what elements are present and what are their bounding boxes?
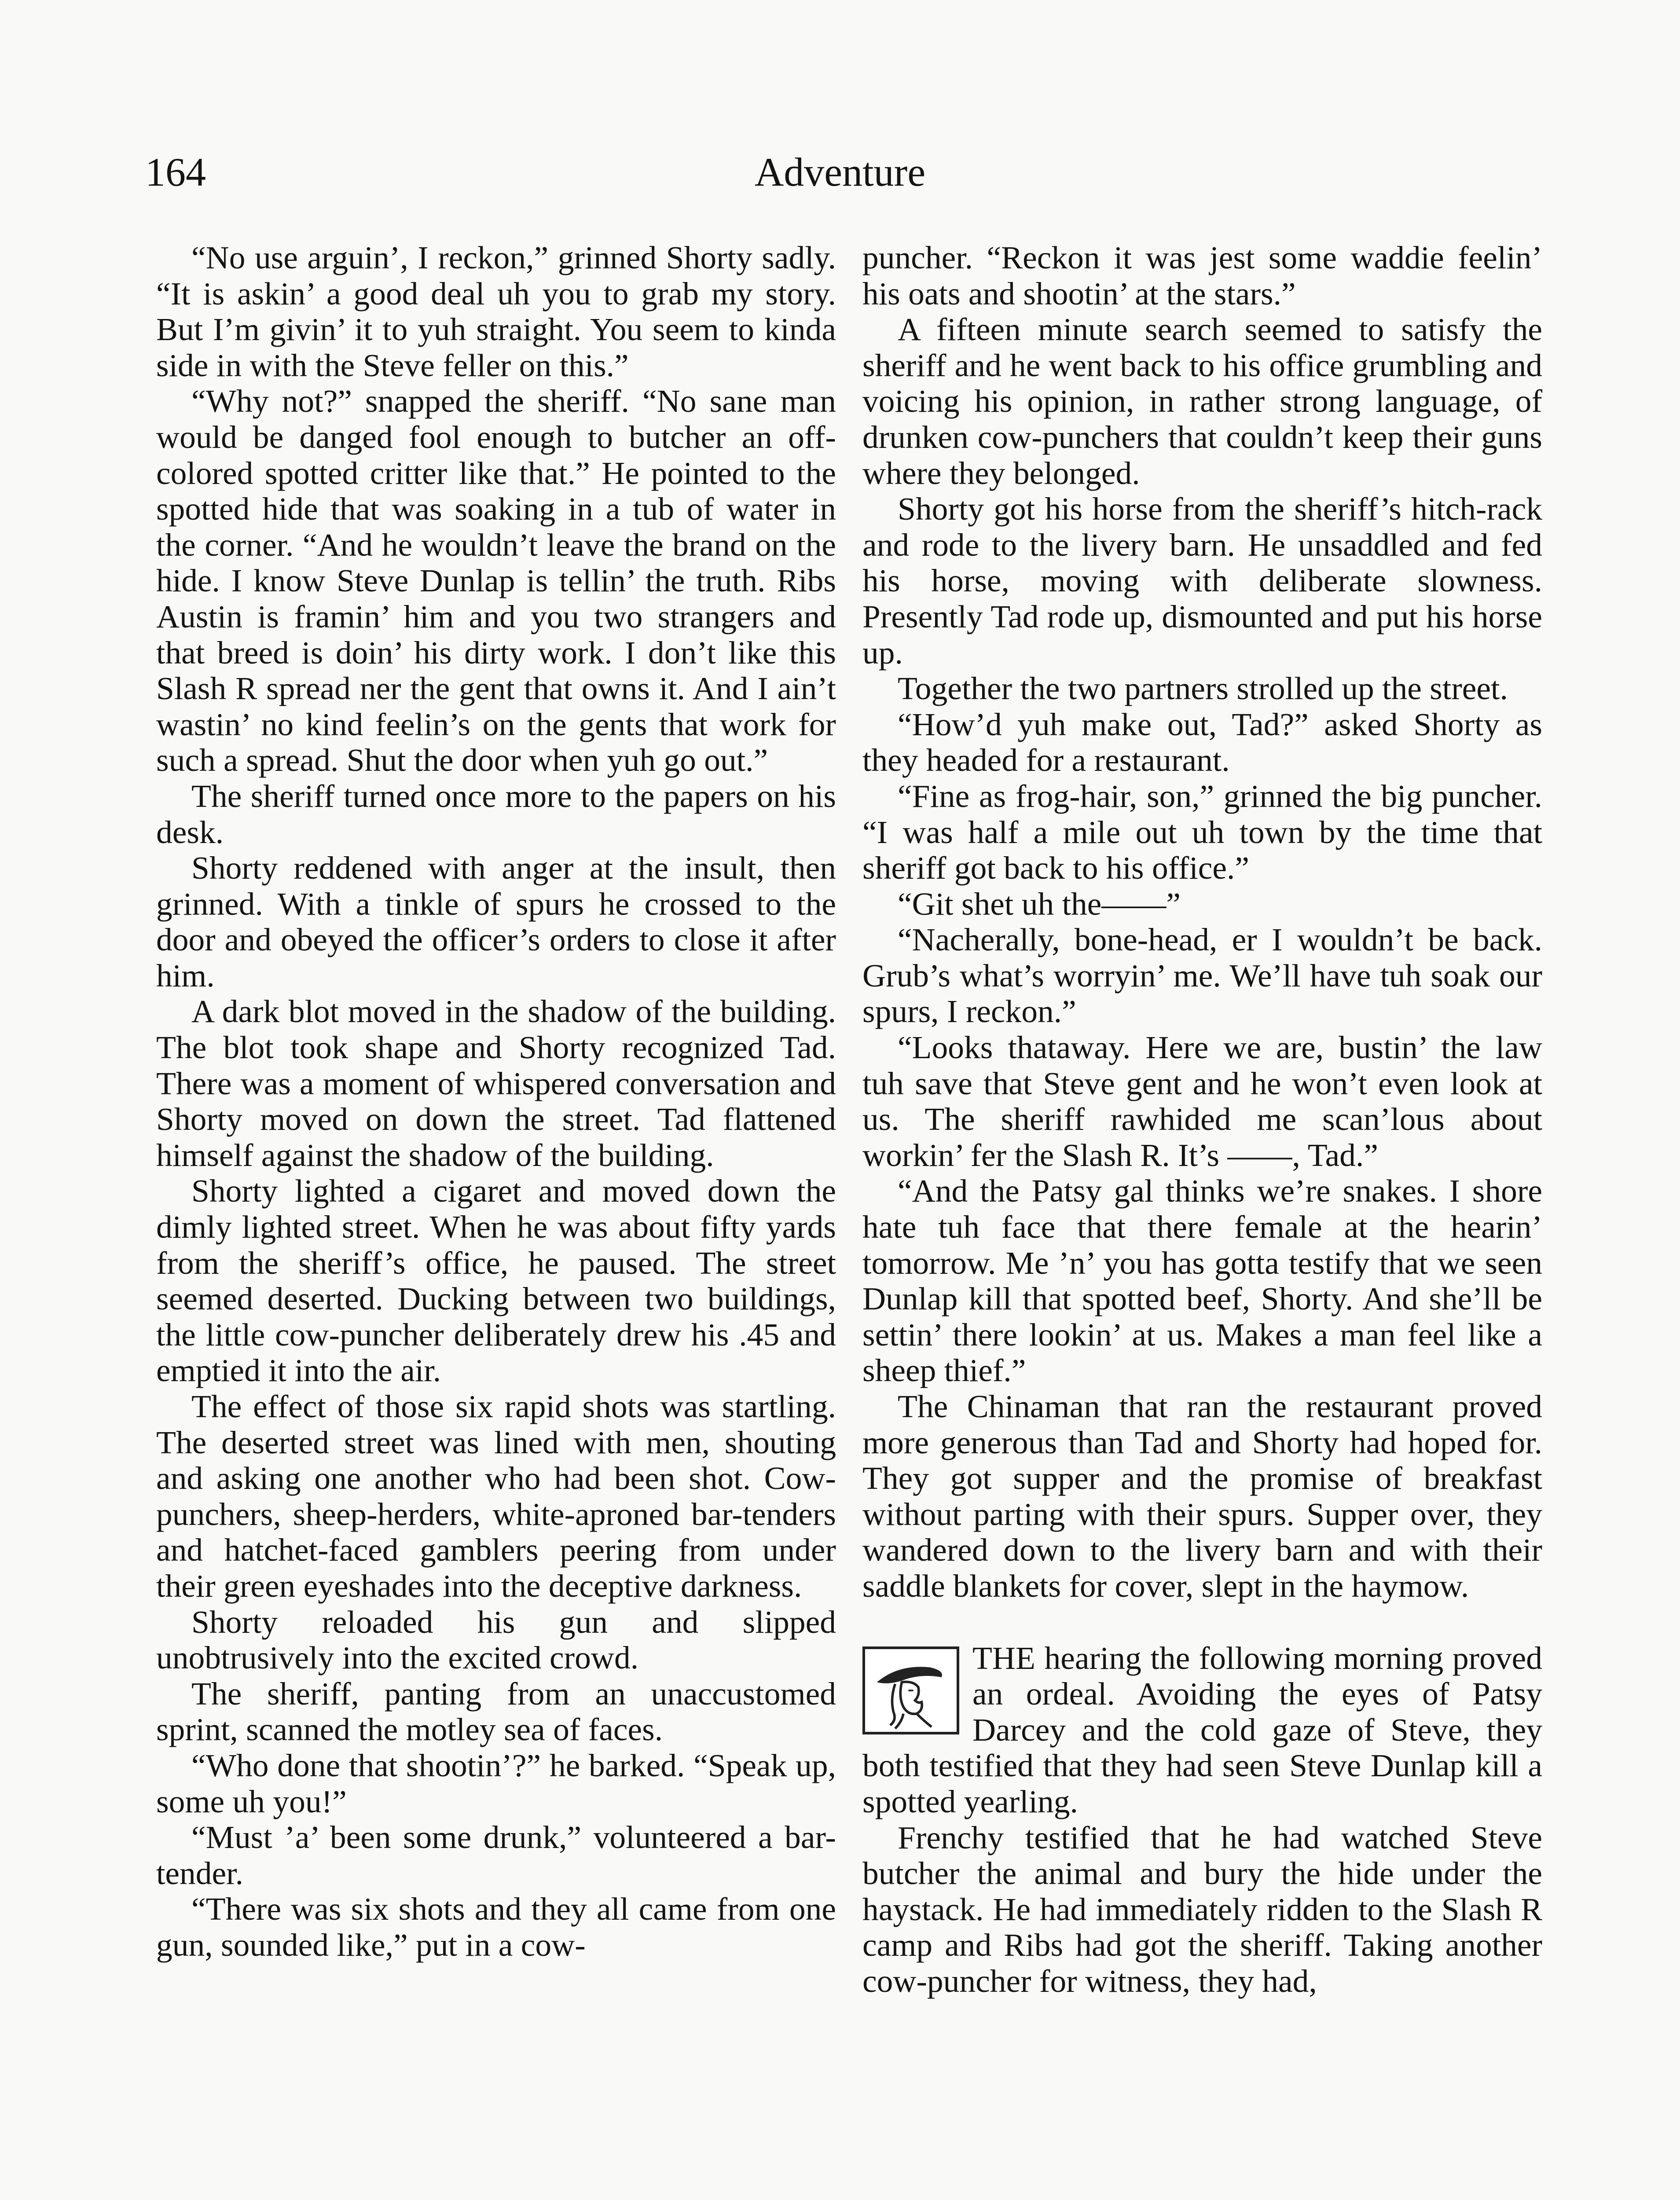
cowgirl-portrait-icon [862, 1646, 959, 1734]
paragraph: The Chinaman that ran the restaurant proved more generous than Tad and Shorty had hoped for. They got supper and the promise of breakfast without parting with their spurs. Supper over, they wandered down to the livery barn and with their saddle blankets for cover, slept in the haymow. [862, 1389, 1542, 1604]
paragraph: “Who done that shootin’?” he barked. “Speak up, some uh you!” [156, 1747, 836, 1819]
paragraph: “And the Patsy gal thinks we’re snakes. I shore hate tuh face that there female at the hearin’ tomorrow. Me ’n’ you has gotta testify that we seen Dunlap kill that spotted beef, Shorty. And she’ll be settin’ there lookin’ at us. Makes a man feel like a sheep thief.” [862, 1173, 1542, 1389]
left-column [156, 240, 836, 1963]
paragraph: “Nacherally, bone-head, er I wouldn’t be back. Grub’s what’s worryin’ me. We’ll have tuh soak our spurs, I reckon.” [862, 922, 1542, 1030]
paragraph: “How’d yuh make out, Tad?” asked Shorty as they headed for a restaurant. [862, 706, 1542, 778]
paragraph: A dark blot moved in the shadow of the building. The blot took shape and Shorty recognized Tad. There was a moment of whispered conversation and Shorty moved on down the street. Tad flattened himself against the shadow of the building. [156, 994, 836, 1173]
paragraph: Shorty lighted a cigaret and moved down the dimly lighted street. When he was about fifty yards from the sheriff’s office, he paused. The street seemed deserted. Ducking between two buildings, the little cow-puncher deliberately drew his .45 and emptied it into the air. [156, 1173, 836, 1389]
paragraph: Frenchy testified that he had watched Steve butcher the animal and bury the hide under the haystack. He had immediately ridden to the Slash R camp and Ribs had got the sheriff. Taking another cow-puncher for witness, they had, [862, 1819, 1542, 1999]
section-break [862, 1604, 1542, 1640]
running-head: Adventure [754, 150, 926, 194]
paragraph: A fifteen minute search seemed to satisfy the sheriff and he went back to his office grumbling and voicing his opinion, in rather strong language, of drunken cow-punchers that couldn’t keep their guns where they belonged. [862, 312, 1542, 491]
paragraph: “No use arguin’, I reckon,” grinned Shorty sadly. “It is askin’ a good deal uh you to grab my story. But I’m givin’ it to yuh straight. You seem to kinda side in with the Steve feller on this.” [156, 240, 836, 383]
paragraph: “Why not?” snapped the sheriff. “No sane man would be danged fool enough to butcher an off-colored spotted critter like that.” He pointed to the spotted hide that was soaking in a tub of water in the corner. “And he wouldn’t leave the brand on the hide. I know Steve Dunlap is tellin’ the truth. Ribs Austin is framin’ him and you two strangers and that breed is doin’ his dirty work. I don’t like this Slash R spread ner the gent that owns it. And I ain’t wastin’ no kind feelin’s on the gents that work for such a spread. Shut the door when yuh go out.” [156, 383, 836, 778]
dropcap-paragraph: THE hearing the following morning proved an ordeal. Avoiding the eyes of Patsy Darcey and the cold gaze of Steve, they both testified that they had seen Steve Dunlap kill a spotted yearling. [862, 1640, 1542, 1819]
paragraph: The sheriff, panting from an unaccustomed sprint, scanned the motley sea of faces. [156, 1676, 836, 1748]
paragraph: Shorty got his horse from the sheriff’s hitch-rack and rode to the livery barn. He unsaddled and fed his horse, moving with deliberate slowness. Presently Tad rode up, dismounted and put his horse up. [862, 491, 1542, 671]
paragraph: “Git shet uh the——” [898, 886, 1181, 922]
paragraph: “Must ’a’ been some drunk,” volunteered a bar-tender. [156, 1819, 836, 1891]
paragraph: The effect of those six rapid shots was startling. The deserted street was lined with men, shouting and asking one another who had been shot. Cow-punchers, sheep-herders, white-aproned bar-tenders and hatchet-faced gamblers peering from under their green eyeshades into the deceptive darkness. [156, 1389, 836, 1604]
paragraph: “Looks thataway. Here we are, bustin’ the law tuh save that Steve gent and he won’t even look at us. The sheriff rawhided me scan’lous about workin’ fer the Slash R. It’s ——, Tad.” [862, 1030, 1542, 1173]
right-column [862, 240, 1542, 1999]
paragraph: Shorty reloaded his gun and slipped unobtrusively into the excited crowd. [156, 1604, 836, 1676]
paragraph: The sheriff turned once more to the papers on his desk. [156, 778, 836, 850]
paragraph: “Fine as frog-hair, son,” grinned the big puncher. “I was half a mile out uh town by the time that sheriff got back to his office.” [862, 778, 1542, 886]
paragraph: Shorty reddened with anger at the insult, then grinned. With a tinkle of spurs he crossed to the door and obeyed the officer’s orders to close it after him. [156, 850, 836, 994]
paragraph: puncher. “Reckon it was jest some waddie feelin’ his oats and shootin’ at the stars.” [862, 240, 1542, 312]
page-number: 164 [145, 150, 206, 194]
paragraph: “There was six shots and they all came from one gun, sounded like,” put in a cow- [156, 1891, 836, 1963]
paragraph: Together the two partners strolled up the street. [898, 671, 1508, 707]
